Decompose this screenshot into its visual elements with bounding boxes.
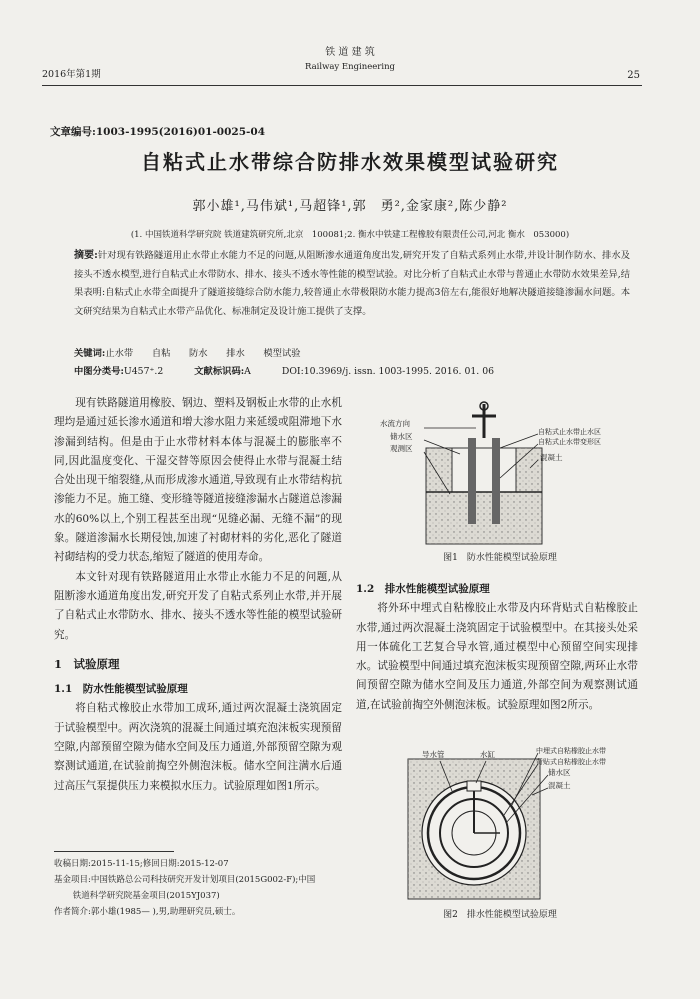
label-tank: 水缸 xyxy=(480,750,495,759)
keywords-text: 止水带 自粘 防水 排水 模型试验 xyxy=(105,348,301,359)
journal-header xyxy=(0,46,700,74)
seal-left xyxy=(468,438,476,524)
header-rule xyxy=(42,85,642,86)
keywords xyxy=(74,345,301,359)
seal-right xyxy=(492,438,500,524)
footnote-fund-1: 基金项目:中国铁路总公司科技研究开发计划项目(2015G002-F);中国 xyxy=(54,875,316,885)
label-concrete: 混凝土 xyxy=(540,453,563,462)
paper-title: 自粘式止水带综合防排水效果模型试验研究 xyxy=(141,150,559,174)
doc-code-value: A xyxy=(244,366,251,377)
classification-line xyxy=(74,363,508,377)
journal-name-cn: 铁 道 建 筑 xyxy=(325,47,375,58)
figure-2-diagram xyxy=(400,745,640,905)
journal-name-en: Railway Engineering xyxy=(304,62,396,72)
intro-paragraph-2: 本文针对现有铁路隧道用止水带止水能力不足的问题,从阻断渗水通道角度出发,研究开发了自粘式系列止水带,并开展了自粘式止水带防水、排水、接头不透水等性能的模型试验研究。 xyxy=(54,570,342,641)
section-1-2-paragraph: 将外环中埋式自粘橡胶止水带及内环背贴式自粘橡胶止水带,通过两次混凝土浇筑固定于试验模型中。在其接头处采用一体硫化工艺复合导水管,通过模型中心预留空间实现排水。试验模型中间通过填充泡沫板实现预留空隙,两环止水带间预留空隙为储水空间及压力通道,外部空间为观察测试通道,在试验前掏空外侧泡沫板。试验原理如图2所示。 xyxy=(356,602,638,711)
label-seal-deform: 自粘式止水带变形区 xyxy=(538,438,601,446)
label-water-direction: 水流方向 xyxy=(380,419,410,428)
affiliation: (1. 中国铁道科学研究院 铁道建筑研究所,北京 100081;2. 衡水中铁建工程橡胶有限责任公司,河北 衡水 053000) xyxy=(130,230,570,240)
clc-label: 中图分类号: xyxy=(74,366,124,377)
label-storage-2: 储水区 xyxy=(548,768,571,777)
inner-chamber xyxy=(452,448,516,492)
figure-2-caption: 图2 排水性能模型试验原理 xyxy=(443,910,557,920)
label-pipe: 导水管 xyxy=(422,750,445,759)
label-embedded-seal: 中埋式自粘橡胶止水带 xyxy=(536,747,606,755)
left-column xyxy=(54,394,342,796)
intro-paragraph-1: 现有铁路隧道用橡胶、钢边、塑料及钢板止水带的止水机理均是通过延长渗水通道和增大渗水阻力来延缓或阻滞地下水渗漏到结构。但是由于止水带材料本体与混凝土的膨胀率不同,因此温度变化、干湿交替等原因会使得止水带与混凝土结合处出现干缩裂缝,从而形成渗水通道,导致现有止水带结构抗渗能力不足。施工缝、变形缝等隧道接缝渗漏水占隧道总渗漏水的60%以上,个别工程甚至出现“见缝必漏、无缝不漏”的现象。隧道渗漏水长期侵蚀,加速了衬砌材料的劣化,恶化了隧道衬砌结构的受力状态,缩短了隧道的使用寿命。 xyxy=(54,397,342,564)
right-column xyxy=(356,580,638,715)
water-tank-icon xyxy=(467,781,481,791)
figure-1 xyxy=(380,398,620,548)
issue-label: 2016年第1期 xyxy=(42,69,101,80)
doc-code-label: 文献标识码: xyxy=(194,366,245,377)
section-1-1-heading: 1.1 防水性能模型试验原理 xyxy=(54,683,188,696)
footnote-rule xyxy=(54,851,174,852)
label-concrete-2: 混凝土 xyxy=(548,781,571,790)
figure-1-diagram xyxy=(380,398,620,548)
doi: DOI:10.3969/j. issn. 1003-1995. 2016. 01. 06 xyxy=(281,366,495,377)
label-storage: 储水区 xyxy=(390,432,413,441)
label-backed-seal: 背贴式自粘橡胶止水带 xyxy=(536,758,606,766)
author-list: 郭小雄¹,马伟斌¹,马超锋¹,郭 勇²,金家康²,陈少静² xyxy=(192,199,508,214)
footnote-fund-2: 铁道科学研究院基金项目(2015YJ037) xyxy=(72,891,220,901)
footnote-author: 作者简介:郭小雄(1985— ),男,助理研究员,硕士。 xyxy=(54,907,241,917)
label-seal-storage: 自粘式止水带止水区 xyxy=(538,428,601,436)
page-number: 25 xyxy=(627,70,640,81)
clc-value: U457⁺.2 xyxy=(123,366,164,377)
figure-1-caption: 图1 防水性能模型试验原理 xyxy=(443,553,557,563)
section-1-heading: 1 试验原理 xyxy=(54,656,120,671)
footnotes xyxy=(54,856,354,920)
abstract-label: 摘要: xyxy=(74,250,98,261)
footnote-received: 收稿日期:2015-11-15;修回日期:2015-12-07 xyxy=(54,859,229,869)
section-1-1-paragraph: 将自粘式橡胶止水带加工成环,通过两次混凝土浇筑固定于试验模型中。两次浇筑的混凝土间通过填充泡沫板实现预留空隙,内部预留空隙为储水空间及压力通道,外部预留空隙为观察测试通道,在试验前掏空外侧泡沫板。储水空间注满水后通过高压气泵提供压力来模拟水压力。试验原理如图1所示。 xyxy=(54,702,342,792)
article-number: 文章编号:1003-1995(2016)01-0025-04 xyxy=(50,126,266,138)
section-1-2-heading: 1.2 排水性能模型试验原理 xyxy=(356,583,490,595)
figure-2 xyxy=(400,745,640,905)
abstract-text: 针对现有铁路隧道用止水带止水能力不足的问题,从阻断渗水通道角度出发,研究开发了自粘式系列止水带,并设计制作防水、排水及接头不透水模型,进行自粘式止水带防水、排水、接头不透水等性能的模型试验。对比分析了自粘式止水带与普通止水带防水效果差异,结果表明:自粘式止水带全面提升了隧道接缝综合防水能力,较普通止水带极限防水能力提高3倍左右,能很好地解决隧道接缝渗漏水问题。本文研究结果为自粘式止水带产品优化、标准制定及设计施工提供了支撑。 xyxy=(74,250,630,317)
label-observe: 观测区 xyxy=(390,444,413,453)
abstract xyxy=(74,247,630,321)
keywords-label: 关键词: xyxy=(74,348,106,359)
